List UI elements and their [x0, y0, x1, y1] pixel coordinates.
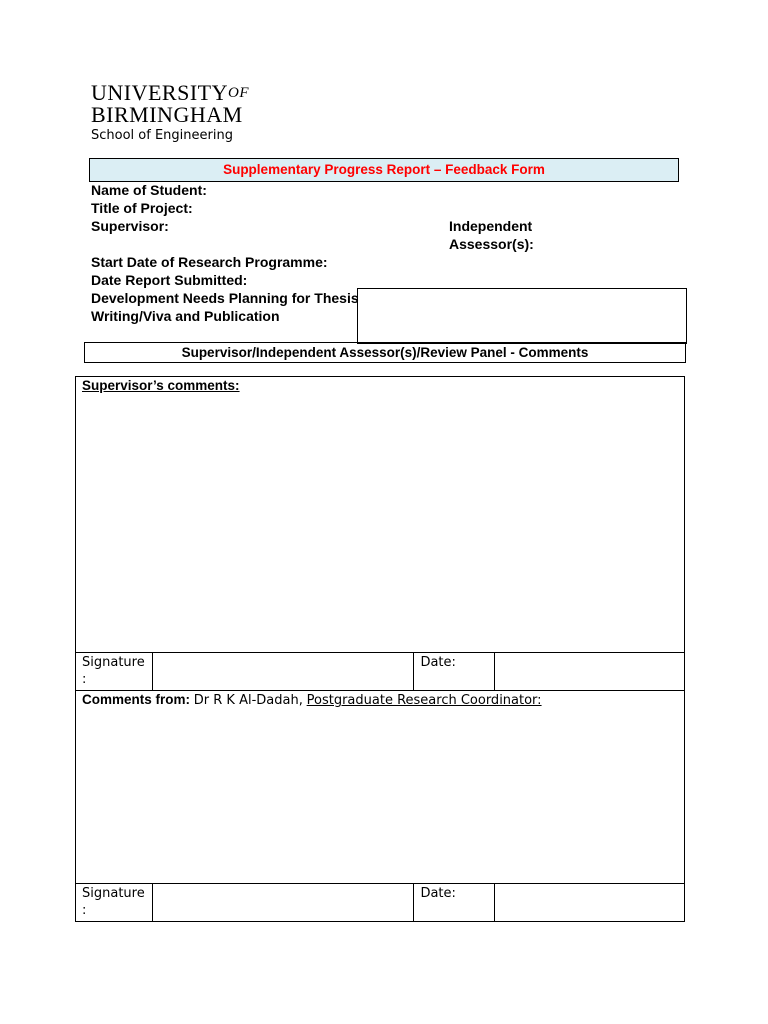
supervisor-signature-field[interactable]: [152, 653, 413, 691]
supervisor-date-label: Date:: [414, 653, 495, 691]
university-logo: [91, 82, 249, 143]
student-name-label: Name of Student:: [91, 182, 207, 198]
assessor-label-line2: Assessor(s):: [449, 236, 534, 252]
development-needs-line1: Development Needs Planning for Thesis: [91, 290, 359, 306]
signature-label-line1: Signature: [82, 886, 145, 901]
supervisor-comments-label: Supervisor’s comments:: [82, 378, 240, 393]
logo-university-text: [91, 82, 249, 104]
assessor-label-line1: Independent: [449, 218, 533, 234]
coordinator-name: Dr R K Al-Dadah,: [193, 693, 303, 708]
form-title: Supplementary Progress Report – Feedback Form: [89, 158, 679, 182]
assessor-label: [449, 217, 534, 253]
supervisor-comments-field[interactable]: [76, 377, 685, 653]
development-needs-label: [91, 289, 359, 325]
coordinator-role: Postgraduate Research Coordinator:: [306, 693, 542, 708]
coordinator-comments-field[interactable]: [76, 691, 685, 884]
coordinator-date-label: Date:: [414, 884, 495, 922]
supervisor-signature-label: [76, 653, 153, 691]
supervisor-date-field[interactable]: [495, 653, 685, 691]
comments-from-label: Comments from:: [82, 692, 191, 707]
development-needs-field[interactable]: [357, 288, 687, 344]
logo-word-of: OF: [228, 85, 249, 101]
project-title-label: Title of Project:: [91, 200, 193, 216]
supervisor-label: Supervisor:: [91, 218, 169, 234]
date-submitted-label: Date Report Submitted:: [91, 272, 248, 288]
comments-table: [75, 376, 685, 922]
coordinator-date-field[interactable]: [495, 884, 685, 922]
signature-label-line1: Signature: [82, 655, 145, 670]
coordinator-signature-label: [76, 884, 153, 922]
coordinator-signature-field[interactable]: [152, 884, 413, 922]
start-date-label: Start Date of Research Programme:: [91, 254, 328, 270]
school-name: School of Engineering: [91, 128, 233, 143]
comments-heading: Supervisor/Independent Assessor(s)/Review Panel - Comments: [84, 342, 686, 363]
logo-birmingham-text: BIRMINGHAM: [91, 102, 243, 127]
logo-word-university: UNIVERSITY: [91, 80, 228, 105]
development-needs-line2: Writing/Viva and Publication: [91, 308, 280, 324]
signature-label-line2: :: [82, 903, 87, 918]
signature-label-line2: :: [82, 672, 87, 687]
